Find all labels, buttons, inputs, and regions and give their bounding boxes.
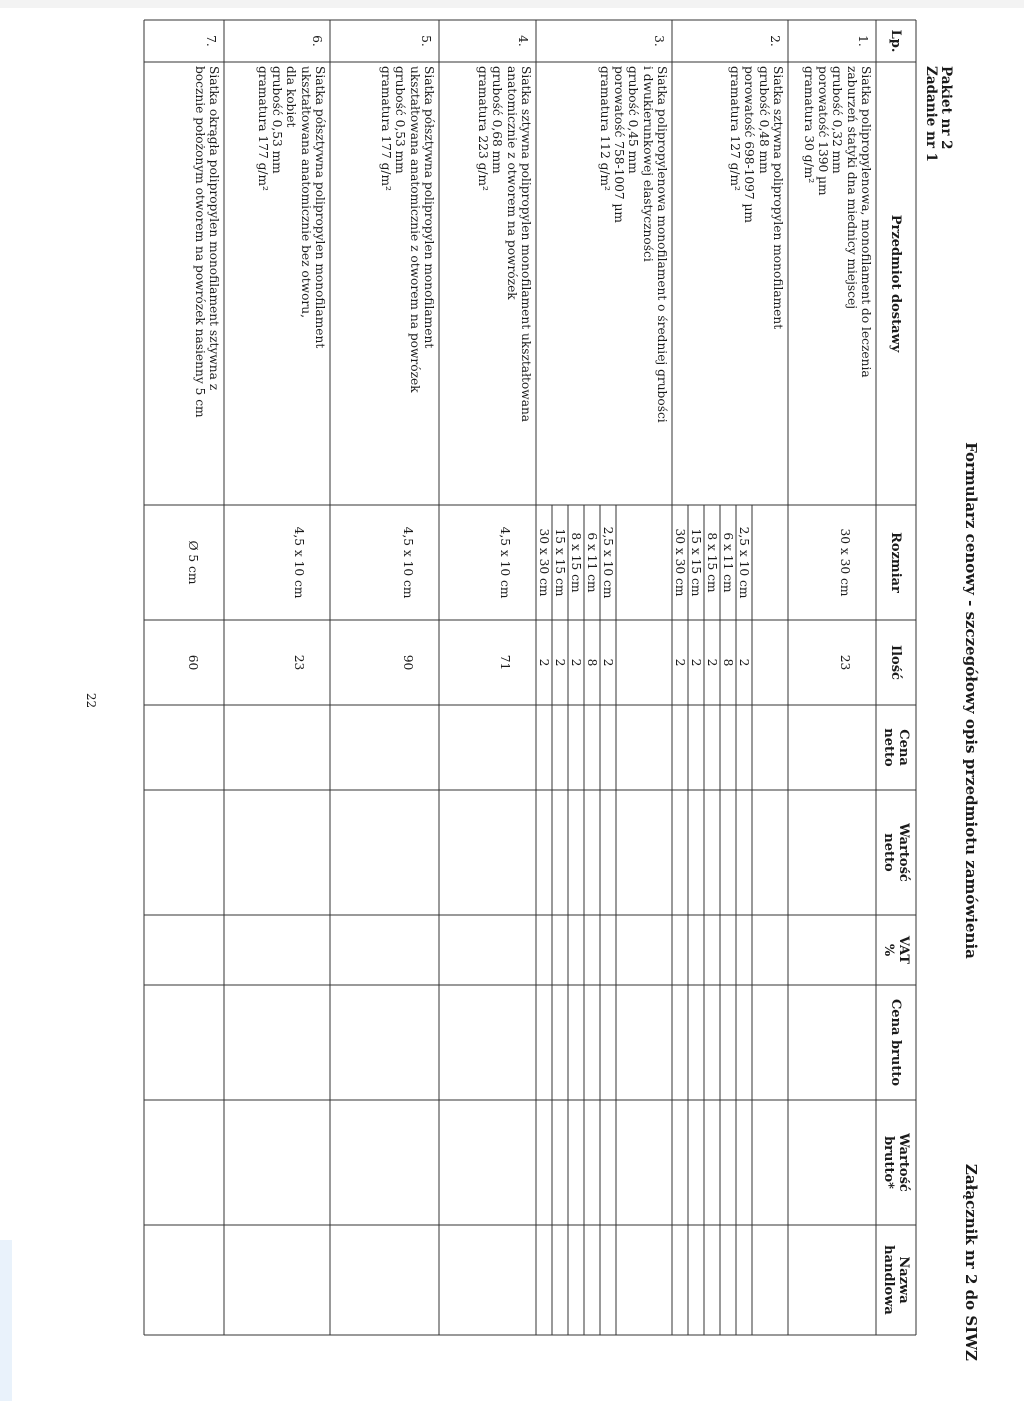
quantity-value: 8 xyxy=(585,658,599,667)
size-value: Ø 5 cm xyxy=(186,540,200,585)
quantity-value: 23 xyxy=(838,654,852,671)
item-description-line: ukształtowana anatomicznie bez otworu, xyxy=(298,66,313,318)
size-value: 15 x 15 cm xyxy=(553,528,567,597)
item-description-line: grubość 0,68 mm xyxy=(490,66,505,174)
size-value: 30 x 30 cm xyxy=(838,528,852,597)
item-description-line: anatomicznie z otworem na powrózek xyxy=(504,66,519,300)
item-description-line: gramatura 177 g/m² xyxy=(379,66,394,191)
quantity-value: 2 xyxy=(553,658,567,667)
column-header: VAT % xyxy=(881,935,911,965)
row-number: 7. xyxy=(204,35,218,47)
quantity-value: 2 xyxy=(737,658,751,667)
item-description-line: Siatka półsztywna polipropylen monofilament xyxy=(422,66,436,349)
column-header: Ilość xyxy=(888,645,904,680)
item-description-line: Siatka polipropylenowa, monofilament do leczenia xyxy=(859,66,873,378)
page-number: 22 xyxy=(84,692,98,709)
size-value: 2,5 x 10 cm xyxy=(601,526,615,599)
quantity-value: 8 xyxy=(721,658,735,667)
row-number: 6. xyxy=(310,35,324,47)
column-header: Cena brutto xyxy=(888,998,904,1087)
quantity-value: 2 xyxy=(537,658,551,667)
column-header: Nazwa handlowa xyxy=(881,1245,911,1315)
size-value: 2,5 x 10 cm xyxy=(737,526,751,599)
quantity-value: 2 xyxy=(601,658,615,667)
item-description-line: i dwukierunkowej elastyczności xyxy=(640,66,655,262)
size-value: 4,5 x 10 cm xyxy=(292,526,306,599)
size-value: 8 x 15 cm xyxy=(705,532,719,593)
quantity-value: 71 xyxy=(498,654,512,671)
row-number: 3. xyxy=(652,35,666,47)
item-description-line: zaburzeń statyki dna miednicy miejscej xyxy=(844,66,859,309)
item-description-line: Siatka sztywna polipropylen monofilament xyxy=(771,66,785,330)
item-description-line: grubość 0,32 mm xyxy=(830,66,845,174)
annex-label: Załącznik nr 2 do SIWZ xyxy=(962,1163,980,1361)
item-description-line: gramatura 112 g/m² xyxy=(597,66,612,191)
item-description-line: gramatura 30 g/m² xyxy=(801,66,816,184)
item-description-line: ukształtowana anatomicznie z otworem na powrózek xyxy=(407,66,422,393)
column-header: Przedmiot dostawy xyxy=(888,214,904,353)
size-value: 4,5 x 10 cm xyxy=(401,526,415,599)
column-header: Lp. xyxy=(888,29,904,53)
size-value: 6 x 11 cm xyxy=(721,532,735,593)
quantity-value: 2 xyxy=(689,658,703,667)
quantity-value: 2 xyxy=(673,658,687,667)
size-value: 4,5 x 10 cm xyxy=(498,526,512,599)
item-description-line: grubość 0,53 mm xyxy=(270,66,285,174)
item-description-line: bocznie położonym otworem na powrózek nasienny 5 cm xyxy=(192,66,207,418)
row-number: 4. xyxy=(516,35,530,47)
item-description-line: porowatość 698-1097 µm xyxy=(742,66,757,223)
item-description-line: gramatura 177 g/m² xyxy=(255,66,270,191)
quantity-value: 60 xyxy=(186,654,200,671)
item-description-line: porowatość 1390 µm xyxy=(816,66,831,196)
item-description-line: gramatura 223 g/m² xyxy=(476,66,491,191)
item-description-line: grubość 0,45 mm xyxy=(626,66,641,174)
task-label: Zadanie nr 1 xyxy=(923,66,939,163)
item-description-line: Siatka okrągła polipropylen monofilament sztywna z xyxy=(207,66,221,391)
column-header: Cena netto xyxy=(881,728,911,767)
item-description-line: grubość 0,48 mm xyxy=(756,66,771,174)
column-header: Wartość brutto* xyxy=(881,1133,911,1192)
size-value: 15 x 15 cm xyxy=(689,528,703,597)
package-label: Pakiet nr 2 xyxy=(938,66,954,150)
size-value: 6 x 11 cm xyxy=(585,532,599,593)
size-value: 30 x 30 cm xyxy=(537,528,551,597)
column-header: Rozmiar xyxy=(888,532,904,593)
quantity-value: 90 xyxy=(401,654,415,671)
item-description-line: gramatura 127 g/m² xyxy=(728,66,743,191)
row-number: 1. xyxy=(856,35,870,47)
item-description-line: porowatość 758-1007 µm xyxy=(612,66,627,223)
row-number: 5. xyxy=(419,35,433,47)
item-description-line: grubość 0,53 mm xyxy=(393,66,408,174)
quantity-value: 2 xyxy=(569,658,583,667)
item-description-line: Siatka polipropylenowa monofilament o średniej grubości xyxy=(655,66,669,423)
quantity-value: 23 xyxy=(292,654,306,671)
quantity-value: 2 xyxy=(705,658,719,667)
item-description-line: Siatka półsztywna polipropylen monofilament xyxy=(313,66,327,349)
item-description-line: dla kobiet xyxy=(284,66,299,128)
form-title: Formularz cenowy - szczegółowy opis przedmiotu zamówienia xyxy=(962,442,980,959)
size-value: 8 x 15 cm xyxy=(569,532,583,593)
item-description-line: Siatka sztywna polipropylen monofilament ukształtowana xyxy=(519,66,533,423)
size-value: 30 x 30 cm xyxy=(673,528,687,597)
row-number: 2. xyxy=(768,35,782,47)
column-header: Wartość netto xyxy=(881,823,911,882)
